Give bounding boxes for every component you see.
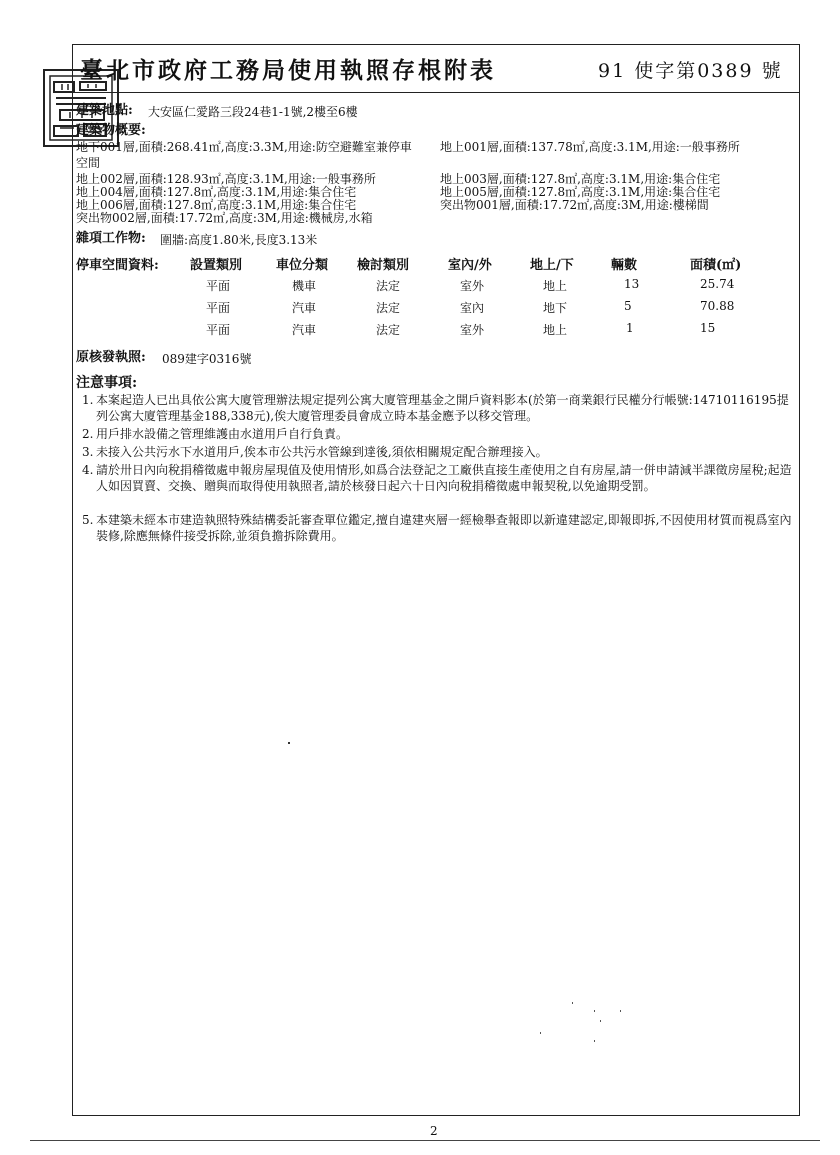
address-value: 大安區仁愛路三段24巷1-1號,2樓至6樓 bbox=[148, 105, 358, 119]
parking-cell: 室外 bbox=[460, 323, 485, 337]
parking-header: 室內/外 bbox=[448, 258, 492, 273]
floor-line: 地上004層,面積:127.8㎡,高度:3.1M,用途:集合住宅 bbox=[76, 185, 357, 199]
original-license-value: 089建字0316號 bbox=[162, 352, 252, 366]
address-label: 建築地點: bbox=[76, 103, 133, 118]
note-number: 5. bbox=[82, 513, 94, 527]
parking-cell: 地下 bbox=[543, 301, 568, 315]
note-text: 未接入公共污水下水道用戶,俟本市公共污水管線到達後,須依相關規定配合辦理接入。 bbox=[96, 445, 548, 459]
floor-line: 突出物002層,面積:17.72㎡,高度:3M,用途:機械房,水箱 bbox=[76, 211, 373, 225]
parking-header: 檢討類別 bbox=[357, 258, 410, 273]
parking-cell: 15 bbox=[700, 321, 716, 335]
parking-cell: 法定 bbox=[376, 301, 401, 315]
parking-header: 設置類別 bbox=[190, 258, 243, 273]
parking-cell: 13 bbox=[624, 277, 640, 291]
overview-f1: 地上001層,面積:137.78㎡,高度:3.1M,用途:一般事務所 bbox=[440, 140, 740, 154]
floor-line: 地上002層,面積:128.93㎡,高度:3.1M,用途:一般事務所 bbox=[76, 172, 376, 186]
document-title: 臺北市政府工務局使用執照存根附表 bbox=[80, 57, 496, 84]
note-number: 3. bbox=[82, 445, 94, 459]
note-text: 用戶排水設備之管理維護由水道用戶自行負責。 bbox=[96, 427, 349, 441]
parking-cell: 地上 bbox=[543, 279, 568, 293]
parking-cell: 室內 bbox=[460, 301, 485, 315]
parking-cell: 25.74 bbox=[700, 277, 735, 291]
misc-works-label: 雜項工作物: bbox=[76, 231, 146, 246]
parking-header: 地上/下 bbox=[530, 258, 574, 273]
parking-cell: 室外 bbox=[460, 279, 485, 293]
parking-label: 停車空間資料: bbox=[76, 258, 159, 273]
page-number: 2 bbox=[430, 1124, 438, 1138]
parking-cell: 法定 bbox=[376, 323, 401, 337]
parking-header: 車位分類 bbox=[276, 258, 329, 273]
title-divider bbox=[72, 92, 800, 93]
original-license-label: 原核發執照: bbox=[76, 350, 146, 365]
note-text: 請於卅日內向稅捐稽徵處申報房屋現值及使用情形,如爲合法登記之工廠供直接生產使用之自有房屋,請一併申請減半課徵房屋稅;起造人如因買賣、交換、贈與而取得使用執照者,請於核發日起六十日內向稅捐稽徵處申報契稅,以免逾期受罰。 bbox=[96, 463, 792, 493]
misc-works-value: 圍牆:高度1.80米,長度3.13米 bbox=[160, 233, 318, 247]
parking-cell: 70.88 bbox=[700, 299, 735, 313]
notes-label: 注意事項: bbox=[76, 375, 138, 391]
floor-line: 突出物001層,面積:17.72㎡,高度:3M,用途:樓梯間 bbox=[440, 198, 709, 212]
note-text: 本建築未經本市建造執照特殊結構委託審查單位鑑定,擅自違建夾層一經檢舉查報即以新違建認定,即報即拆,不因使用材質而視爲室內裝修,除應無條件接受拆除,並須負擔拆除費用。 bbox=[96, 513, 792, 543]
parking-cell: 5 bbox=[624, 299, 632, 313]
floor-line: 地上003層,面積:127.8㎡,高度:3.1M,用途:集合住宅 bbox=[440, 172, 721, 186]
parking-cell: 地上 bbox=[543, 323, 568, 337]
parking-cell: 平面 bbox=[206, 301, 231, 315]
note-number: 1. bbox=[82, 393, 94, 407]
note-number: 4. bbox=[82, 463, 94, 477]
note-number: 2. bbox=[82, 427, 94, 441]
parking-cell: 法定 bbox=[376, 279, 401, 293]
overview-label: 建築物概要: bbox=[76, 123, 146, 138]
parking-cell: 汽車 bbox=[292, 323, 317, 337]
parking-cell: 平面 bbox=[206, 279, 231, 293]
overview-f1-cont: 空間 bbox=[76, 156, 101, 170]
parking-header: 輛數 bbox=[611, 258, 638, 273]
parking-header: 面積(㎡) bbox=[690, 258, 742, 273]
note-text: 本案起造人已出具依公寓大廈管理辦法規定提列公寓大廈管理基金之開戶資料影本(於第一商業銀行民權分行帳號:14710116195提列公寓大廈管理基金188,338元),俟大廈管理委員會成立時本基金應予以移交管理。 bbox=[96, 393, 789, 423]
permit-number: 91 使字第0389 號 bbox=[598, 60, 783, 82]
overview-b1: 地下001層,面積:268.41㎡,高度:3.3M,用途:防空避難室兼停車 bbox=[76, 140, 412, 154]
floor-line: 地上006層,面積:127.8㎡,高度:3.1M,用途:集合住宅 bbox=[76, 198, 357, 212]
parking-cell: 平面 bbox=[206, 323, 231, 337]
parking-cell: 1 bbox=[626, 321, 634, 335]
parking-cell: 汽車 bbox=[292, 301, 317, 315]
parking-cell: 機車 bbox=[292, 279, 317, 293]
floor-line: 地上005層,面積:127.8㎡,高度:3.1M,用途:集合住宅 bbox=[440, 185, 721, 199]
bottom-divider bbox=[30, 1140, 820, 1141]
